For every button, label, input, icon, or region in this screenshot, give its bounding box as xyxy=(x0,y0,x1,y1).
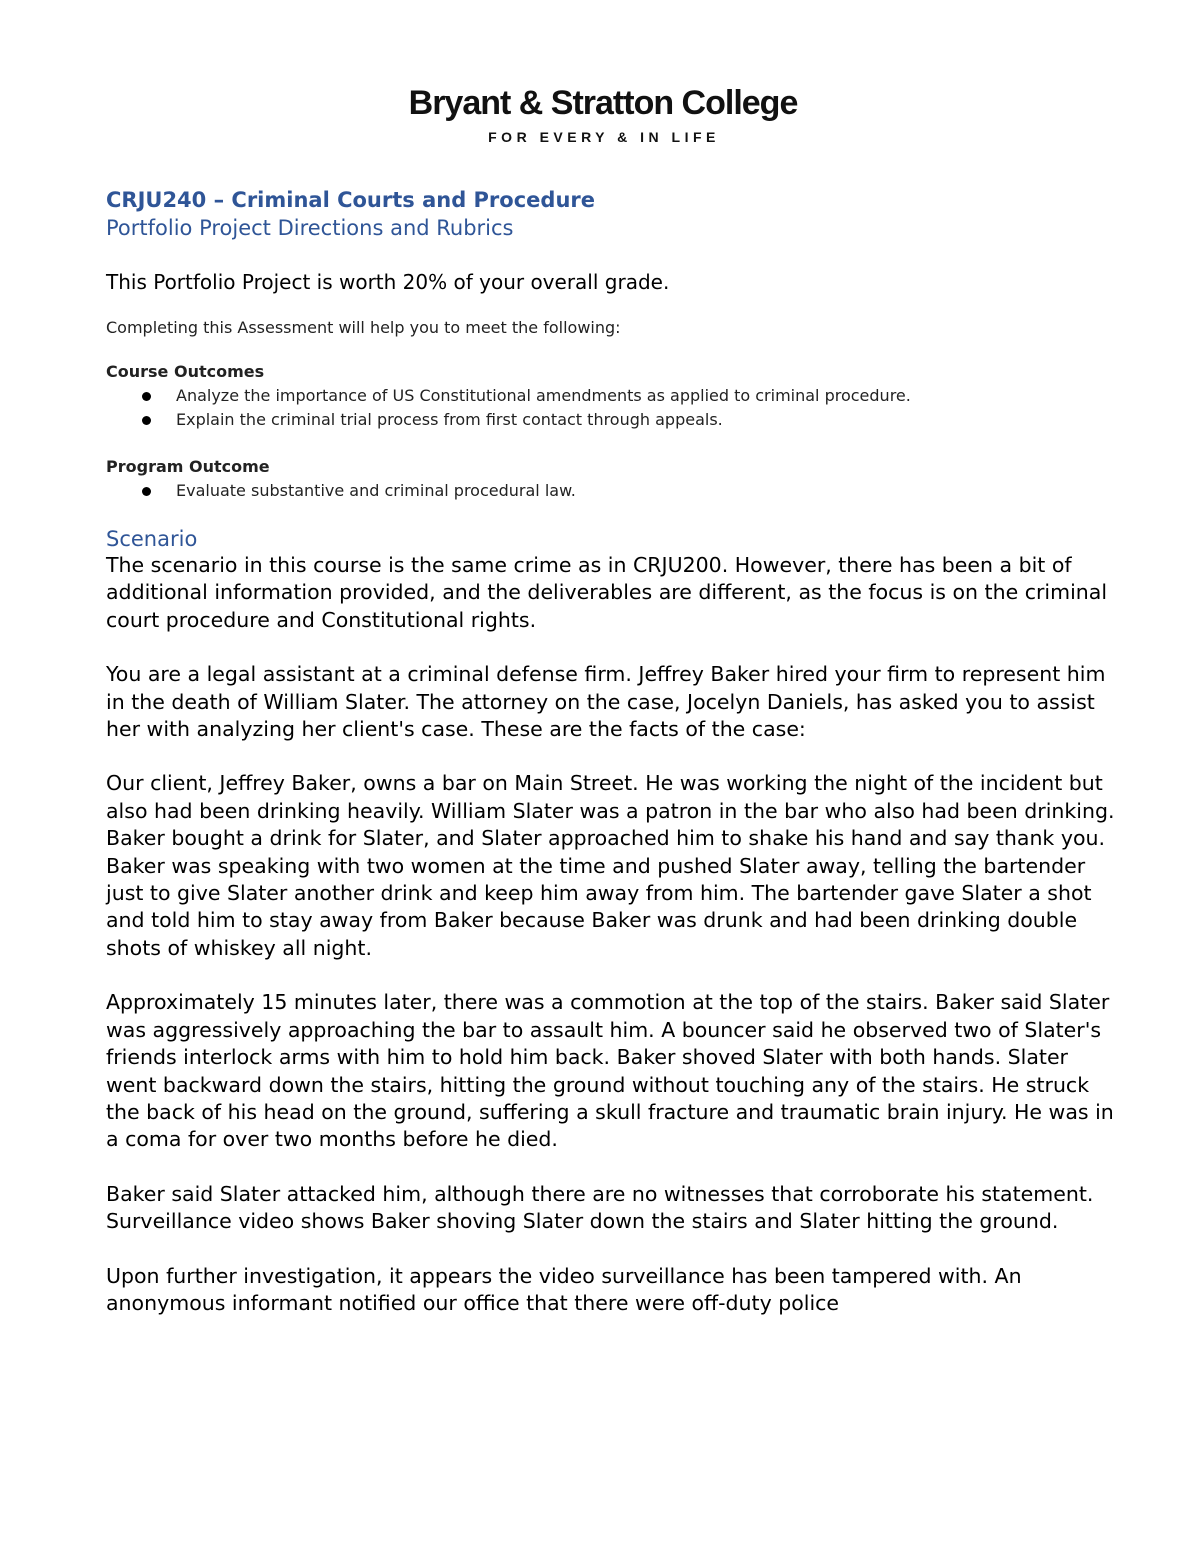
college-logo xyxy=(0,84,1200,145)
list-item-text: Analyze the importance of US Constitutional amendments as applied to criminal procedure. xyxy=(176,386,911,405)
scenario-paragraph: The scenario in this course is the same crime as in CRJU200. However, there has been a bit of additional information provided, and the deliverables are different, as the focus is on the criminal court procedure and Constitutional rights. xyxy=(106,553,1108,632)
scenario-paragraph: Upon further investigation, it appears the video surveillance has been tampered with. An anonymous informant notified our office that there were off-duty police xyxy=(106,1263,1022,1315)
bullet-icon xyxy=(142,392,151,401)
course-outcomes-list xyxy=(106,384,1116,432)
scenario-heading: Scenario xyxy=(106,527,198,551)
document-body xyxy=(106,186,1116,1344)
program-outcome-list xyxy=(106,479,1116,503)
course-outcomes-heading: Course Outcomes xyxy=(106,362,265,381)
scenario-paragraph: Baker said Slater attacked him, although there are no witnesses that corroborate his statement. Surveillance video shows Baker shoving Slater down the stairs and Slater hitting the ground. xyxy=(106,1181,1094,1234)
list-item xyxy=(106,479,1116,503)
list-item xyxy=(106,408,1116,432)
list-item-text: Evaluate substantive and criminal procedural law. xyxy=(176,481,576,500)
logo-name: Bryant & Stratton College xyxy=(408,84,798,122)
bullet-icon xyxy=(142,416,151,425)
program-outcome-heading: Program Outcome xyxy=(106,457,270,476)
bullet-icon xyxy=(142,487,151,496)
completing-statement: Completing this Assessment will help you to meet the following: xyxy=(106,318,621,337)
course-title: CRJU240 – Criminal Courts and Procedure xyxy=(106,188,595,212)
logo-tagline: FOR EVERY & IN LIFE xyxy=(488,129,720,145)
grade-weight-statement: This Portfolio Project is worth 20% of your overall grade. xyxy=(106,270,670,294)
scenario-paragraph: Approximately 15 minutes later, there was a commotion at the top of the stairs. Baker said Slater was aggressively approaching the bar to assault him. A bouncer said he observed two of Slater's friends interlock arms with him to hold him back. Baker shoved Slater with both hands. Slater went backward down the stairs, hitting the ground without touching any of the stairs. He struck the back of his head on the ground, suffering a skull fracture and traumatic brain injury. He was in a coma for over two months before he died. xyxy=(106,990,1114,1152)
list-item-text: Explain the criminal trial process from first contact through appeals. xyxy=(176,410,723,429)
scenario-paragraph: You are a legal assistant at a criminal defense firm. Jeffrey Baker hired your firm to represent him in the death of William Slater. The attorney on the case, Jocelyn Daniels, has asked you to assist her with analyzing her client's case. These are the facts of the case: xyxy=(106,662,1106,742)
document-subtitle: Portfolio Project Directions and Rubrics xyxy=(106,216,514,240)
list-item xyxy=(106,384,1116,408)
scenario-paragraph: Our client, Jeffrey Baker, owns a bar on Main Street. He was working the night of the incident but also had been drinking heavily. William Slater was a patron in the bar who also had been drinking. Baker bought a drink for Slater, and Slater approached him to shake his hand and say thank you. Baker was speaking with two women at the time and pushed Slater away, telling the bartender just to give Slater another drink and keep him away from him. The bartender gave Slater a shot and told him to stay away from Baker because Baker was drunk and had been drinking double shots of whiskey all night. xyxy=(106,771,1115,960)
